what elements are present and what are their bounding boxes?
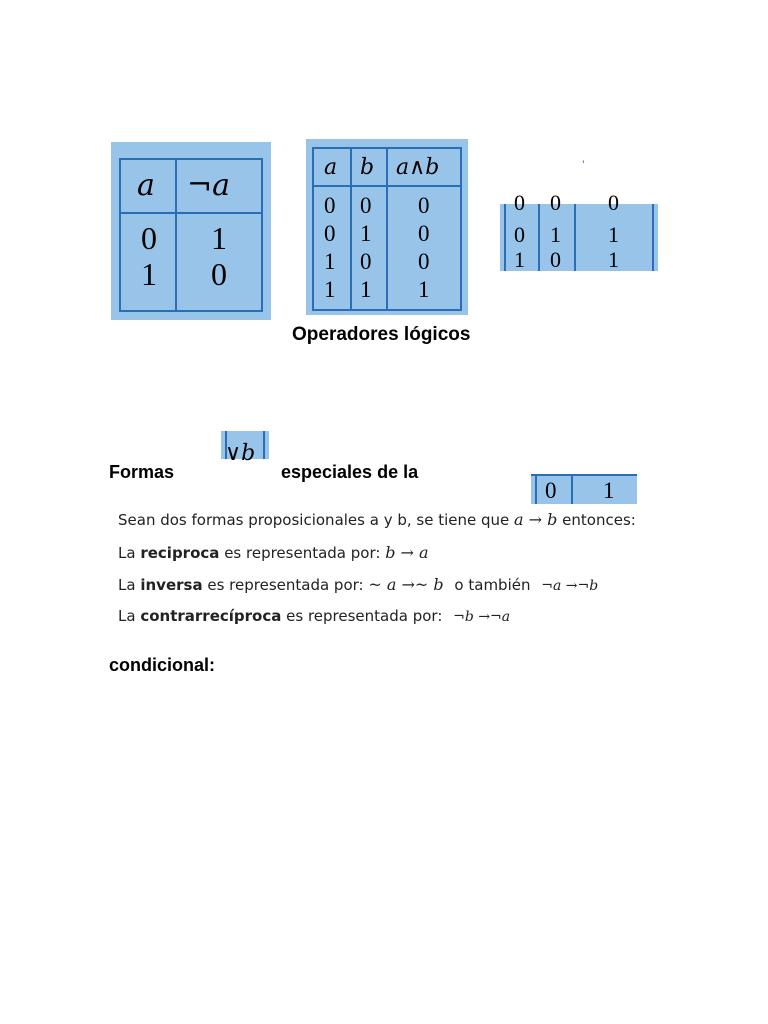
conjunction-cell: 1: [360, 221, 372, 246]
fragment-cell: 1: [608, 222, 619, 247]
conjunction-cell: 1: [418, 277, 430, 302]
line1-text: Sean dos formas proposicionales a y b, se tiene que: [118, 511, 510, 529]
fragment-small-right-image: [531, 474, 637, 504]
fragment-cell: 0: [514, 190, 525, 215]
negation-cell-r2c1: 1: [141, 256, 157, 292]
line2-pre: La: [118, 544, 136, 562]
fragment-table-image: [500, 190, 658, 272]
fragment-cell: 0: [514, 222, 525, 247]
line3-pre: La: [118, 576, 136, 594]
fragment-cell: 0: [608, 190, 619, 215]
negation-cell-r1c2: 1: [211, 220, 227, 256]
line2-bold: reciproca: [140, 544, 220, 562]
negation-header-not-a: ¬a: [187, 168, 231, 203]
fragment-cell: 0: [550, 190, 561, 215]
line3-mid: o también: [454, 576, 531, 594]
heading-especiales: especiales de la: [281, 462, 419, 482]
conjunction-table-image: [306, 139, 468, 315]
fragment-small-top-image: [221, 431, 269, 466]
line4-post: es representada por:: [286, 607, 443, 625]
text-line-3: [118, 575, 598, 594]
line1-end: entonces:: [562, 511, 636, 529]
line2-math: b → a: [385, 543, 429, 562]
negation-cell-r1c1: 0: [141, 220, 157, 256]
line3-math: ~ a →~ b: [368, 575, 444, 594]
line4-math: ¬b →¬a: [453, 609, 511, 625]
fragment-small-right-cell: 1: [603, 478, 615, 503]
conjunction-cell: 0: [418, 249, 430, 274]
negation-table-image: [111, 142, 271, 320]
line4-pre: La: [118, 607, 136, 625]
conjunction-cell: 1: [360, 277, 372, 302]
conjunction-cell: 0: [324, 193, 336, 218]
line1-math: a → b: [514, 510, 558, 529]
conjunction-cell: 0: [418, 221, 430, 246]
conjunction-header-b: b: [360, 155, 375, 180]
text-line-2: [118, 543, 429, 562]
heading-formas: Formas: [109, 462, 175, 482]
stray-mark: ’: [582, 158, 585, 172]
negation-header-a: a: [137, 168, 155, 203]
fragment-cell: 1: [514, 247, 525, 272]
conjunction-cell: 0: [360, 193, 372, 218]
negation-cell-r2c2: 0: [211, 256, 227, 292]
conjunction-cell: 0: [418, 193, 430, 218]
text-line-1: [118, 510, 636, 529]
conjunction-cell: 0: [324, 221, 336, 246]
fragment-small-right-cell: 0: [545, 478, 557, 503]
line3-math2: ¬a →¬b: [541, 578, 599, 594]
line3-bold: inversa: [140, 576, 203, 594]
text-line-4: [118, 607, 510, 625]
negation-table: [119, 158, 263, 312]
conjunction-table: [312, 147, 462, 311]
heading-condicional: condicional:: [109, 655, 216, 675]
conjunction-cell: 1: [324, 277, 336, 302]
conjunction-cell: 1: [324, 249, 336, 274]
fragment-small-top-text: ∨b: [225, 441, 256, 466]
fragment-cell: 1: [608, 247, 619, 272]
conjunction-cell: 0: [360, 249, 372, 274]
conjunction-header-a: a: [324, 155, 338, 180]
line4-bold: contrarrecíproca: [140, 607, 282, 625]
page-title: Operadores lógicos: [292, 324, 471, 345]
conjunction-header-a-and-b: a∧b: [396, 155, 440, 180]
fragment-cell: 0: [550, 247, 561, 272]
line2-post: es representada por:: [224, 544, 381, 562]
line3-post: es representada por:: [207, 576, 364, 594]
fragment-cell: 1: [550, 222, 561, 247]
